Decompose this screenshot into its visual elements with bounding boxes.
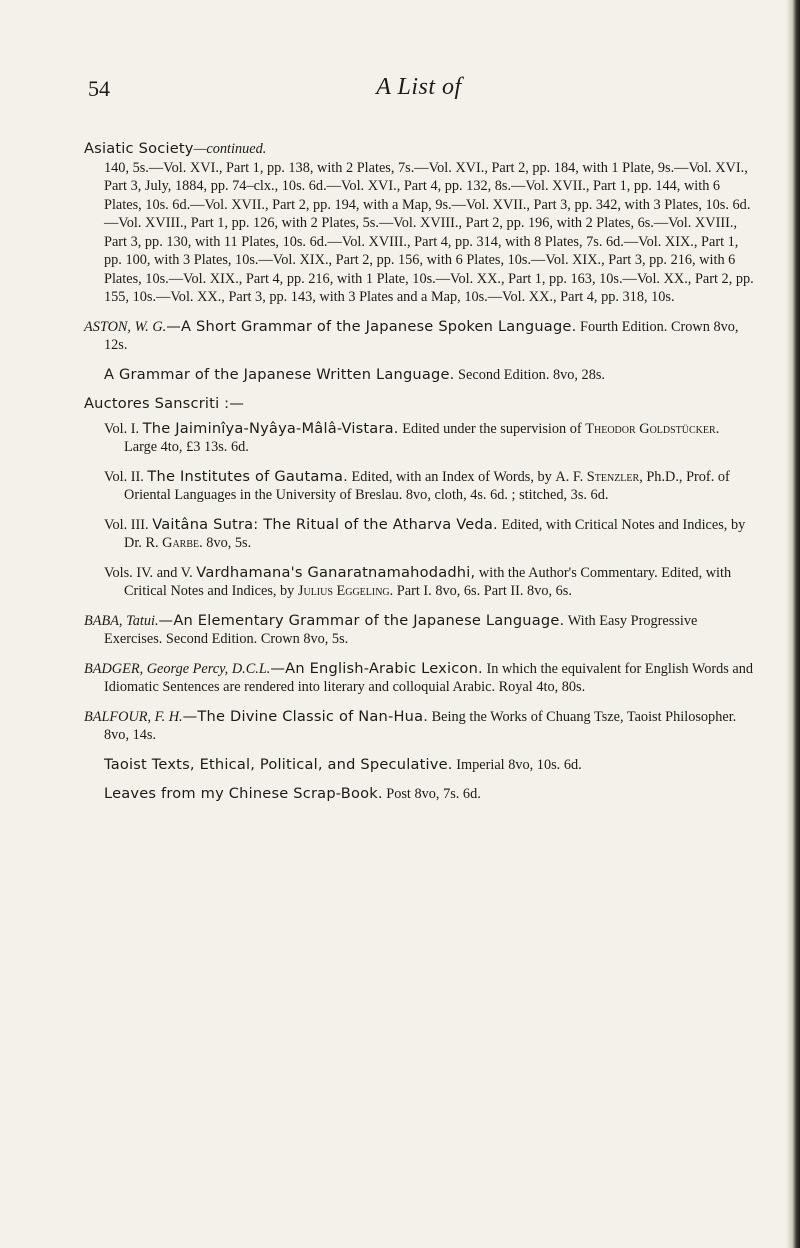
entry-asiatic-society [84, 140, 754, 307]
entry-title: Leaves from my Chinese Scrap-Book. [104, 785, 383, 802]
book-page [84, 76, 754, 815]
entry-text: Second Edition. 8vo, 28s. [454, 366, 605, 383]
entry-text: With Easy Progressive Exercises. Second Edition. Crown 8vo, 5s. [104, 612, 698, 647]
entry-title: Vardhamana's Ganaratnamahodadhi, [196, 563, 476, 581]
entry-editor: Julius Eggeling [297, 583, 390, 599]
entry-title: The Jaiminîya-Nyâya-Mâlâ-Vistara. [142, 419, 399, 437]
entry-title: —An Elementary Grammar of the Japanese Language. [158, 611, 565, 629]
entry-text: Edited, with Critical Notes and Indices, by Dr. [124, 516, 746, 551]
entry-auctores-vol-3 [104, 516, 754, 553]
book-spine-edge [786, 0, 800, 1248]
entry-title: —A Short Grammar of the Japanese Spoken Language. [166, 317, 577, 335]
volume-label: Vol. I. [104, 420, 143, 437]
entry-editor: Theodor Goldstücker [585, 420, 716, 437]
entry-baba [84, 612, 754, 649]
entry-balfour-taoist-texts [104, 756, 754, 775]
entry-author: ASTON, W. G. [84, 318, 167, 335]
entry-balfour-nan-hua [84, 708, 754, 745]
entry-balfour-leaves [104, 785, 754, 804]
entry-title: Taoist Texts, Ethical, Political, and Speculative. [104, 755, 453, 773]
entry-auctores-vol-1 [104, 420, 754, 457]
entry-editor: R. Garbe [145, 535, 200, 551]
entry-author: BALFOUR, F. H. [84, 708, 183, 725]
running-title: A List of [376, 74, 462, 100]
entry-text: Edited, with an Index of Words, by [347, 468, 556, 485]
entry-text: In which the equivalent for English Words and Idiomatic Sentences are rendered into literary and colloquial Arabic. Royal 4to, 80s. [104, 660, 754, 695]
entry-title: —An English-Arabic Lexicon. [270, 659, 483, 677]
volume-label: Vol. III. [104, 516, 153, 533]
volume-label: Vols. IV. and V. [104, 564, 197, 581]
entry-text: Edited under the supervision of [398, 420, 586, 437]
entry-heading-suffix: —continued. [193, 141, 267, 157]
entry-aston-written [104, 366, 754, 385]
volume-label: Vol. II. [104, 468, 148, 485]
entry-editor: A. F. Stenzler [555, 468, 640, 485]
entry-author: BABA, Tatui. [84, 612, 159, 629]
entry-aston-spoken [84, 318, 754, 355]
entry-heading: Auctores Sanscriti :— [84, 395, 245, 412]
entry-text: 140, 5s.—Vol. XVI., Part 1, pp. 138, with 2 Plates, 7s.—Vol. XVI., Part 2, pp. 184, with 1 Plate, 9s.—Vol. XVI., Part 3, July, 1884, pp. 74–clx., 10s. 6d.—Vol. XVI., Part 4, pp. 132, 8s.—Vol. XVII., Part 1, pp. 144, with 6 Plates, 10s. 6d.—Vol. XVII., Part 2, pp. 194, with a Map, 9s.—Vol. XVII., Part 3, pp. 342, with 3 Plates, 10s. 6d.—Vol. XVIII., Part 1, pp. 126, with 2 Plates, 5s.—Vol. XVIII., Part 2, pp. 196, with 2 Plates, 6s.—Vol. XVIII., Part 3, pp. 130, with 11 Plates, 10s. 6d.—Vol. XVIII., Part 4, pp. 314, with 8 Plates, 7s. 6d.—Vol. XIX., Part 1, pp. 100, with 3 Plates, 10s.—Vol. XIX., Part 2, pp. 156, with 6 Plates, 10s.—Vol. XIX., Part 3, pp. 216, with 6 Plates, 10s.—Vol. XIX., Part 4, pp. 216, with 1 Plate, 10s.—Vol. XX., Part 1, pp. 163, 10s.—Vol. XX., Part 2, pp. 155, 10s.—Vol. XX., Part 3, pp. 143, with 3 Plates and a Map, 10s.—Vol. XX., Part 4, pp. 318, 10s. [104, 159, 754, 305]
running-head [84, 76, 754, 112]
entry-text: with the Author's Commentary. Edited, with Critical Notes and Indices, by [124, 564, 732, 599]
entry-auctores-sanscriti [84, 395, 754, 414]
entry-text: . Large 4to, £3 13s. 6d. [124, 420, 720, 455]
entry-auctores-vol-2 [104, 468, 754, 505]
entry-text: Post 8vo, 7s. 6d. [382, 786, 481, 802]
entry-text: , Ph.D., Prof. of Oriental Languages in the University of Breslau. 8vo, cloth, 4s. 6d. ; stitched, 3s. 6d. [124, 468, 730, 503]
entry-text: Being the Works of Chuang Tsze, Taoist Philosopher. 8vo, 14s. [104, 708, 737, 743]
entry-text: . Part I. 8vo, 6s. Part II. 8vo, 6s. [389, 583, 572, 599]
entry-text: Fourth Edition. Crown 8vo, 12s. [104, 318, 739, 353]
catalogue-content [84, 140, 754, 804]
entry-badger [84, 660, 754, 697]
entry-title: The Institutes of Gautama. [147, 467, 348, 485]
entry-text: Imperial 8vo, 10s. 6d. [452, 756, 582, 773]
entry-title: —The Divine Classic of Nan-Hua. [182, 707, 429, 725]
entry-author: BADGER, George Percy, D.C.L. [84, 660, 271, 677]
entry-text: . 8vo, 5s. [199, 535, 252, 551]
entry-heading: Asiatic Society [84, 140, 194, 157]
page-number: 54 [88, 76, 110, 101]
entry-title: Vaitâna Sutra: The Ritual of the Atharva Veda. [152, 515, 498, 533]
entry-title: A Grammar of the Japanese Written Language. [104, 365, 455, 383]
entry-auctores-vols-4-5 [104, 564, 754, 601]
